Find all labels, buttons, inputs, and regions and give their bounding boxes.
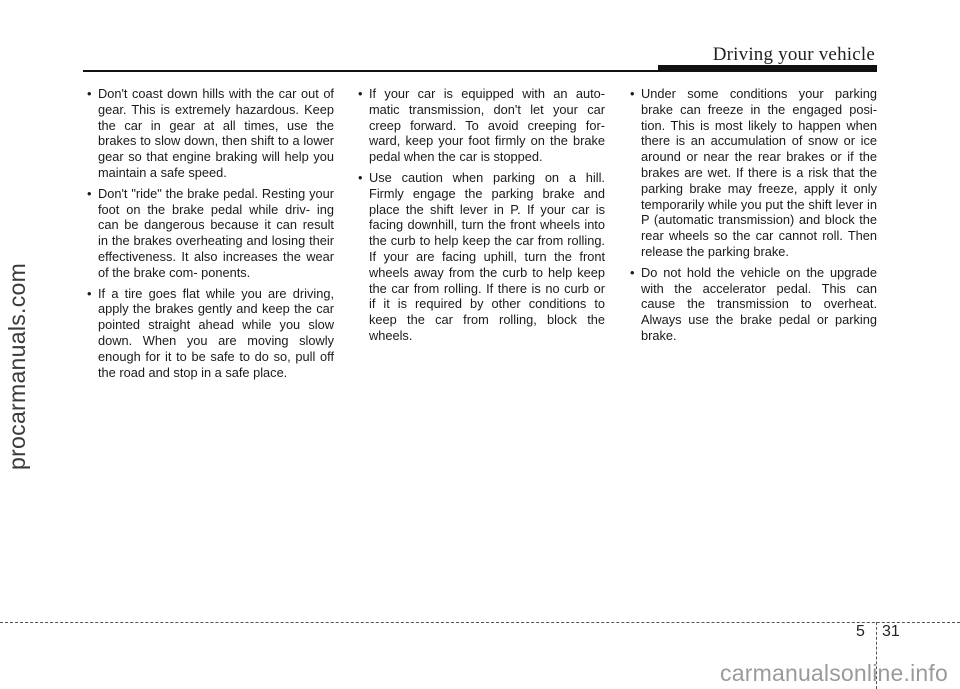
bullet-icon: • [630, 86, 635, 101]
bottom-watermark: carmanualsonline.info [720, 660, 948, 686]
header-rule-thick [658, 65, 877, 72]
list-item: • If a tire goes flat while you are driving, apply the brakes gently and keep the car pointed straight ahead while you slow down. When you are moving slowly enough for it to be safe to do so, pull off the road and stop in a safe place. [87, 285, 334, 380]
side-watermark: procarmanuals.com [4, 262, 30, 470]
page-header-title: Driving your vehicle [712, 44, 875, 65]
text-column-1 [82, 86, 334, 385]
header-rule-thin [83, 70, 658, 72]
chapter-number: 5 [856, 623, 865, 640]
bullet-icon: • [87, 285, 92, 301]
list-item: • Don't "ride" the brake pedal. Resting your foot on the brake pedal while driv- ing can be dangerous because it can result in the brakes overheating and losing their effectiveness. It also increases the wear of the brake com- ponents. [87, 185, 334, 280]
bullet-icon: • [87, 86, 92, 101]
bullet-icon: • [358, 86, 363, 101]
bullet-icon: • [358, 169, 363, 185]
page-number: 31 [882, 623, 900, 640]
text-column-3 [625, 86, 877, 349]
list-item: • Under some conditions your parking brake can freeze in the engaged posi- tion. This is most likely to happen when there is an accumulation of snow or ice around or near the rear brakes or if the brakes are wet. If there is a risk that the parking brake may freeze, apply it only temporarily while you put the shift lever in P (automatic transmission) and block the rear wheels so the car cannot roll. Then release the parking brake. [630, 86, 877, 259]
list-item: • If your car is equipped with an auto- matic transmission, don't let your car creep forward. To avoid creeping for- ward, keep your foot firmly on the brake pedal when the car is stopped. [358, 86, 605, 165]
list-item: • Don't coast down hills with the car out of gear. This is extremely hazardous. Keep the car in gear at all times, use the brakes to slow down, then shift to a lower gear so that engine braking will help you maintain a safe speed. [87, 86, 334, 180]
footer-dashed-rule [0, 622, 960, 623]
list-item: • Use caution when parking on a hill. Firmly engage the parking brake and place the shift lever in P. If your car is facing downhill, turn the front wheels into the curb to help keep the car from rolling. If your are facing uphill, turn the front wheels away from the curb to help keep the car from rolling. If there is no curb or if it is required by other conditions to keep the car from rolling, block the wheels. [358, 169, 605, 343]
bullet-icon: • [87, 185, 92, 201]
list-item: • Do not hold the vehicle on the upgrade with the accelerator pedal. This can cause the transmission to overheat. Always use the brake pedal or parking brake. [630, 264, 877, 343]
text-column-2 [353, 86, 605, 349]
bullet-icon: • [630, 264, 635, 280]
